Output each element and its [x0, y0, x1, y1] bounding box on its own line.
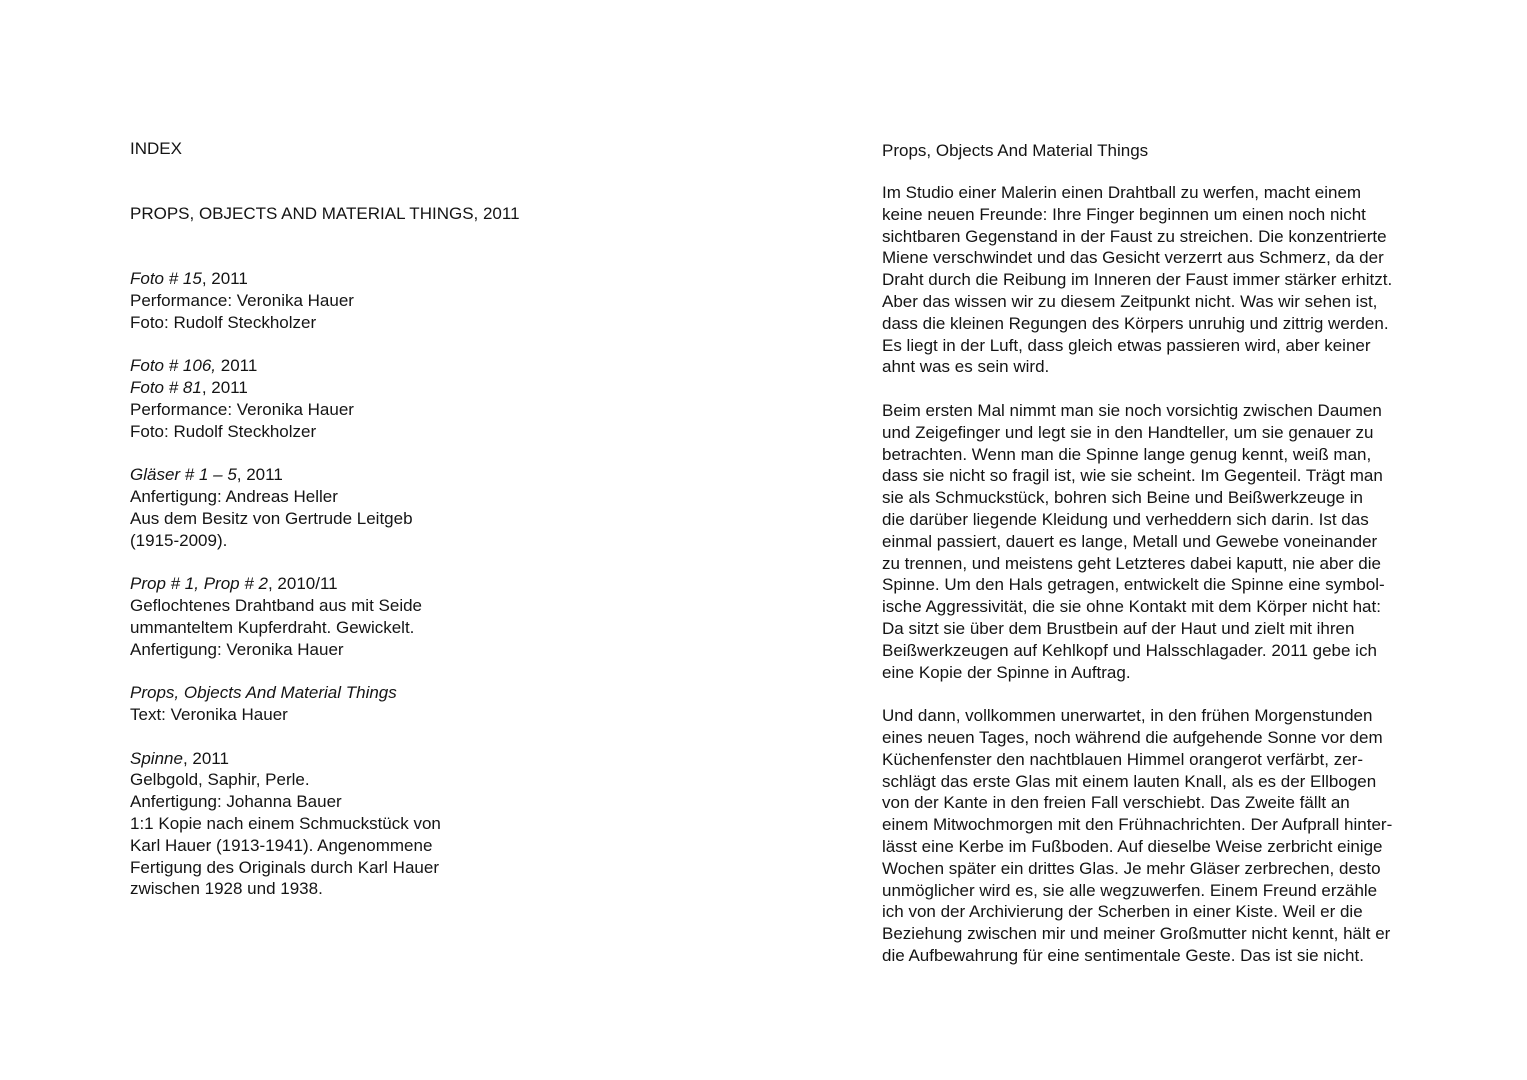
entry-text: , 2011 [201, 377, 248, 397]
entry-text: Geflochtenes Drahtband aus mit Seide [130, 595, 423, 615]
index-entry-line [130, 704, 690, 726]
index-entry [130, 573, 690, 660]
essay-line: keine neuen Freunde: Ihre Finger beginnen um einen noch nicht [882, 204, 1366, 224]
index-entry-line [130, 268, 690, 290]
essay-line: Beziehung zwischen mir und meiner Großmutter nicht kennt, hält er [882, 924, 1391, 944]
entry-text: 1:1 Kopie nach einem Schmuckstück von [130, 813, 441, 833]
essay-line: zu trennen, und meistens geht Letzteres dabei kaputt, nie aber die [882, 553, 1381, 573]
entry-text: , 2011 [201, 269, 248, 288]
index-entries [130, 268, 690, 922]
essay-paragraph [882, 400, 1462, 683]
essay-line: unmöglicher wird es, sie alle wegzuwerfen. Einem Freund erzähle [882, 880, 1378, 900]
essay-line: dass die kleinen Regungen des Körpers unruhig und zittrig werden. [882, 313, 1389, 333]
essay-line: Beißwerkzeugen auf Kehlkopf und Halsschlagader. 2011 gebe ich [882, 640, 1377, 660]
work-title: Gläser # 1 – 5 [130, 465, 237, 485]
index-entry-line [130, 312, 690, 334]
essay-paragraph [882, 705, 1462, 967]
essay-line: Miene verschwindet und das Gesicht verzerrt aus Schmerz, da der [882, 248, 1384, 268]
entry-text: Anfertigung: Andreas Heller [130, 486, 338, 506]
index-entry-line [130, 355, 690, 377]
work-title: Spinne [130, 748, 183, 768]
essay-line: Und dann, vollkommen unerwartet, in den frühen Morgenstunden [882, 706, 1373, 726]
index-entry-line [130, 399, 690, 421]
index-entry-line [130, 682, 690, 704]
work-title: Foto # 81 [130, 377, 202, 397]
entry-text: ummanteltem Kupferdraht. Gewickelt. [130, 617, 415, 637]
essay-line: sie als Schmuckstück, bohren sich Beine und Beißwerkzeuge in [882, 488, 1363, 508]
index-entry-line [130, 508, 690, 530]
essay-line: dass sie nicht so fragil ist, wie sie scheint. Im Gegenteil. Trägt man [882, 466, 1383, 486]
index-entry-line [130, 595, 690, 617]
index-entry-line [130, 617, 690, 639]
essay-line: Wochen später ein drittes Glas. Je mehr Gläser zerbrechen, desto [882, 858, 1381, 878]
essay-line: Aber das wissen wir zu diesem Zeitpunkt nicht. Was wir sehen ist, [882, 291, 1378, 311]
index-entry-line [130, 377, 690, 399]
index-entry [130, 682, 690, 726]
essay-line: sichtbaren Gegenstand in der Faust zu streichen. Die konzentrierte [882, 226, 1387, 246]
entry-text: zwischen 1928 und 1938. [130, 879, 323, 899]
index-entry-line [130, 530, 690, 552]
index-entry-line [130, 573, 690, 595]
essay-line: ahnt was es sein wird. [882, 357, 1050, 377]
essay-line: die Aufbewahrung für eine sentimentale Geste. Das ist sie nicht. [882, 945, 1364, 965]
essay-line: einmal passiert, dauert es lange, Metall und Gewebe voneinander [882, 531, 1378, 551]
essay-line: Beim ersten Mal nimmt man sie noch vorsichtig zwischen Daumen [882, 400, 1382, 420]
entry-text: Aus dem Besitz von Gertrude Leitgeb [130, 508, 413, 528]
left-page [0, 0, 763, 1080]
entry-text: Foto: Rudolf Steckholzer [130, 421, 317, 441]
essay-line: schlägt das erste Glas mit einem lauten Knall, als es der Ellbogen [882, 771, 1377, 791]
index-entry-line [130, 748, 690, 770]
work-title: Props, Objects And Material Things [130, 683, 397, 703]
work-title: Prop # 1, Prop # 2 [130, 574, 268, 594]
work-title: Foto # 15 [130, 269, 202, 288]
entry-text: Fertigung des Originals durch Karl Hauer [130, 857, 439, 877]
index-heading: INDEX [130, 139, 182, 158]
index-entry-line [130, 639, 690, 661]
essay-paragraph [882, 182, 1462, 378]
work-title: Foto # 106, [130, 356, 217, 376]
essay-title: Props, Objects And Material Things [882, 141, 1149, 160]
index-entry-line [130, 857, 690, 879]
index-entry-line [130, 464, 690, 486]
entry-text: Karl Hauer (1913-1941). Angenommene [130, 835, 433, 855]
essay-line: die darüber liegende Kleidung und verheddern sich darin. Ist das [882, 509, 1369, 529]
essay-line: Da sitzt sie über dem Brustbein auf der Haut und zielt mit ihren [882, 618, 1355, 638]
entry-text: Gelbgold, Saphir, Perle. [130, 770, 310, 790]
index-entry-line [130, 835, 690, 857]
essay-line: eine Kopie der Spinne in Auftrag. [882, 662, 1131, 682]
essay-line: von der Kante in den freien Fall verschiebt. Das Zweite fällt an [882, 793, 1350, 813]
index-entry-line [130, 421, 690, 443]
index-entry-line [130, 878, 690, 900]
entry-text: , 2010/11 [267, 574, 338, 594]
essay-line: einem Mitwochmorgen mit den Frühnachrichten. Der Aufprall hinter- [882, 815, 1393, 835]
essay-line: Küchenfenster den nachtblauen Himmel orangerot verfärbt, zer- [882, 749, 1363, 769]
essay-line: Draht durch die Reibung im Inneren der Faust immer stärker erhitzt. [882, 270, 1393, 290]
essay-body [882, 182, 1462, 988]
essay-line: Es liegt in der Luft, dass gleich etwas passieren wird, aber keiner [882, 335, 1371, 355]
essay-line: und Zeigefinger und legt sie in den Handteller, um sie genauer zu [882, 422, 1374, 442]
index-entry [130, 355, 690, 442]
index-entry [130, 748, 690, 901]
index-entry [130, 268, 690, 333]
right-page [763, 0, 1527, 1080]
entry-text: , 2011 [182, 748, 229, 768]
entry-text: 2011 [216, 356, 258, 376]
entry-text: Anfertigung: Johanna Bauer [130, 792, 342, 812]
entry-text: Anfertigung: Veronika Hauer [130, 639, 344, 659]
essay-line: Spinne. Um den Hals getragen, entwickelt die Spinne eine symbol- [882, 575, 1385, 595]
entry-text: , 2011 [236, 465, 283, 485]
entry-text: Foto: Rudolf Steckholzer [130, 312, 317, 332]
index-entry-line [130, 813, 690, 835]
entry-text: (1915-2009). [130, 530, 228, 550]
index-entry-line [130, 486, 690, 508]
entry-text: Performance: Veronika Hauer [130, 290, 354, 310]
series-heading: PROPS, OBJECTS AND MATERIAL THINGS, 2011 [130, 204, 520, 223]
entry-text: Text: Veronika Hauer [130, 704, 288, 724]
essay-line: Im Studio einer Malerin einen Drahtball zu werfen, macht einem [882, 183, 1362, 202]
essay-line: ich von der Archivierung der Scherben in einer Kiste. Weil er die [882, 902, 1363, 922]
essay-line: eines neuen Tages, noch während die aufgehende Sonne vor dem [882, 727, 1383, 747]
essay-line: ische Aggressivität, die sie ohne Kontakt mit dem Körper nicht hat: [882, 597, 1381, 617]
index-entry-line [130, 290, 690, 312]
index-entry-line [130, 769, 690, 791]
index-entry-line [130, 791, 690, 813]
index-entry [130, 464, 690, 551]
essay-line: betrachten. Wenn man die Spinne lange genug kennt, weiß man, [882, 444, 1372, 464]
entry-text: Performance: Veronika Hauer [130, 399, 354, 419]
essay-line: lässt eine Kerbe im Fußboden. Auf dieselbe Weise zerbricht einige [882, 836, 1383, 856]
